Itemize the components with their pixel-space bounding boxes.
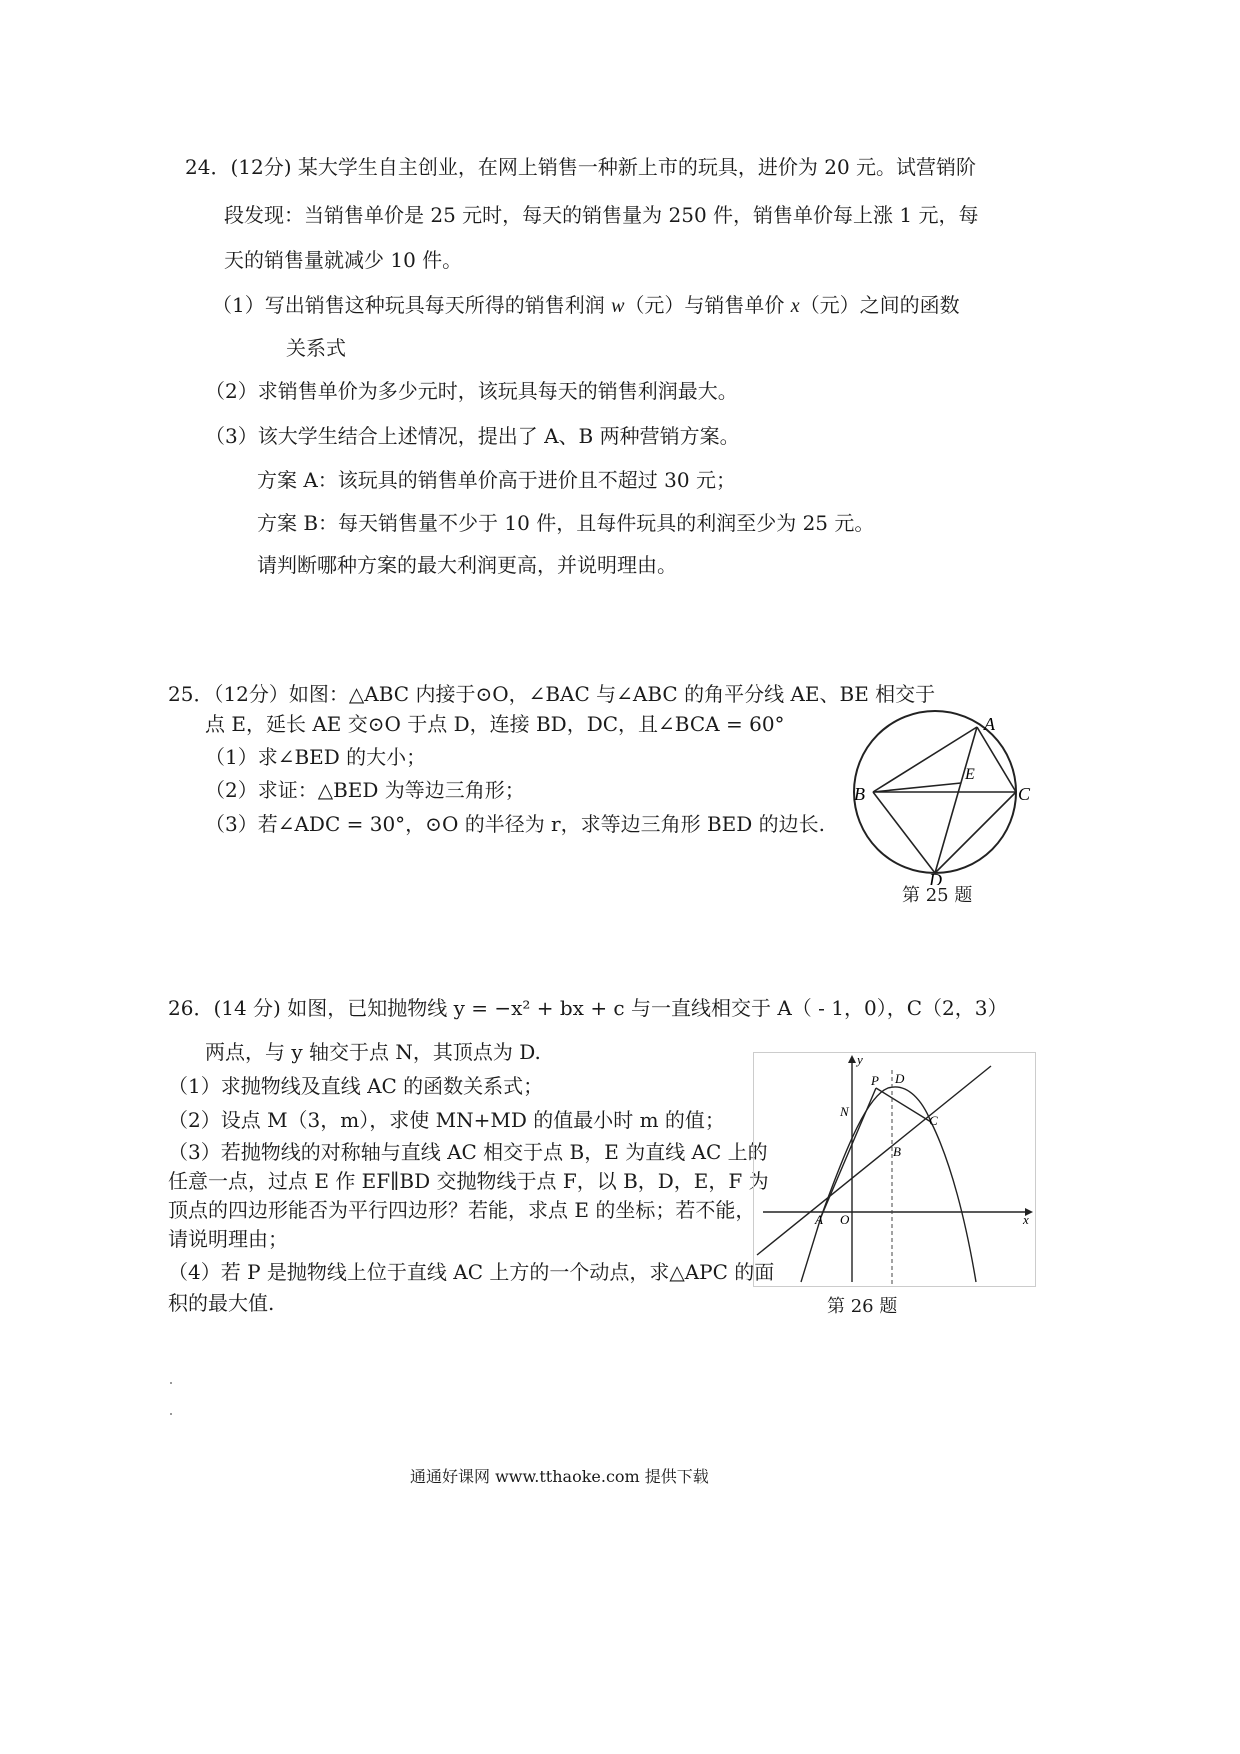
scan-speck [170, 1382, 172, 1384]
q24-part3: （3）该大学生结合上述情况，提出了 A、B 两种营销方案。 [205, 424, 740, 448]
q24-part1 [212, 292, 960, 319]
q26-part3-line1: （3）若抛物线的对称轴与直线 AC 相交于点 B，E 为直线 AC 上的 [168, 1140, 768, 1164]
q26-figure-caption: 第 26 题 [827, 1296, 898, 1317]
label-a: A [815, 1212, 823, 1227]
q24-line3: 天的销售量就减少 10 件。 [224, 248, 463, 272]
segment-bd [873, 792, 935, 873]
label-b: B [854, 784, 865, 804]
label-d: D [895, 1071, 905, 1086]
label-b: B [893, 1144, 901, 1159]
q24-part1-text-a: （1）写出销售这种玩具每天所得的销售利润 [212, 293, 612, 317]
q24-part1-text-b: （元）与销售单价 [624, 293, 791, 317]
label-c: C [1018, 784, 1031, 804]
q25-part1: （1）求∠BED 的大小； [205, 745, 427, 769]
q26-part4-line2: 积的最大值. [168, 1291, 275, 1315]
q24-part1-text-c: （元）之间的函数 [799, 293, 960, 317]
q25-line2: 点 E，延长 AE 交⊙O 于点 D，连接 BD，DC，且∠BCA = 60° [205, 712, 785, 736]
label-e: E [965, 766, 975, 783]
page-footer: 通通好课网 www.tthaoke.com 提供下载 [410, 1467, 709, 1486]
q25-header: 25．（12分）如图：△ABC 内接于⊙O，∠BAC 与∠ABC 的角平分线 AE、BE 相交于 [168, 682, 936, 706]
q26-part3-line3: 顶点的四边形能否为平行四边形？若能，求点 E 的坐标；若不能， [168, 1198, 756, 1222]
q26-part3-line4: 请说明理由； [168, 1227, 288, 1251]
q24-part2: （2）求销售单价为多少元时，该玩具每天的销售利润最大。 [205, 379, 738, 403]
q25-circle-figure [850, 705, 1040, 885]
label-o: O [840, 1212, 850, 1227]
q24-line2: 段发现：当销售单价是 25 元时，每天的销售量为 250 件，销售单价每上涨 1 元，每 [224, 203, 979, 227]
q26-parabola-figure [753, 1052, 1036, 1287]
q24-plan-b: 方案 B：每天销售量不少于 10 件，且每件玩具的利润至少为 25 元。 [257, 511, 875, 535]
y-arrow-icon [848, 1055, 856, 1063]
q24-header: 24．(12分) 某大学生自主创业，在网上销售一种新上市的玩具，进价为 20 元。试营销阶 [185, 155, 977, 179]
label-x: x [1023, 1212, 1029, 1227]
label-p: P [871, 1073, 879, 1088]
q26-line2: 两点，与 y 轴交于点 N，其顶点为 D. [205, 1040, 541, 1064]
q24-plan-a: 方案 A：该玩具的销售单价高于进价且不超过 30 元； [257, 468, 736, 492]
label-c: C [929, 1113, 938, 1128]
q24-var-x: x [790, 295, 800, 317]
q24-var-w: w [611, 295, 625, 317]
q24-part1-line2: 关系式 [286, 336, 346, 360]
q26-header: 26．(14 分) 如图，已知抛物线 y = −x² + bx + c 与一直线相交于 A（ - 1，0），C（2，3） [168, 996, 1008, 1020]
q24-ask: 请判断哪种方案的最大利润更高，并说明理由。 [257, 553, 677, 577]
q26-part3-line2: 任意一点，过点 E 作 EF∥BD 交抛物线于点 F，以 B，D，E，F 为 [168, 1169, 769, 1193]
parabola [801, 1087, 976, 1282]
q25-part2: （2）求证：△BED 为等边三角形； [205, 778, 525, 802]
q26-part1: （1）求抛物线及直线 AC 的函数关系式； [168, 1074, 544, 1098]
label-d: D [929, 870, 942, 885]
label-y: y [857, 1052, 863, 1067]
q26-part2: （2）设点 M（3，m），求使 MN+MD 的值最小时 m 的值； [168, 1108, 725, 1132]
label-a: A [984, 714, 995, 734]
scan-speck [170, 1413, 172, 1415]
q26-part4-line1: （4）若 P 是抛物线上位于直线 AC 上方的一个动点，求△APC 的面 [168, 1260, 775, 1284]
q25-part3: （3）若∠ADC = 30°，⊙O 的半径为 r，求等边三角形 BED 的边长. [205, 812, 826, 836]
label-n: N [840, 1104, 849, 1119]
q25-figure-caption: 第 25 题 [902, 885, 973, 906]
